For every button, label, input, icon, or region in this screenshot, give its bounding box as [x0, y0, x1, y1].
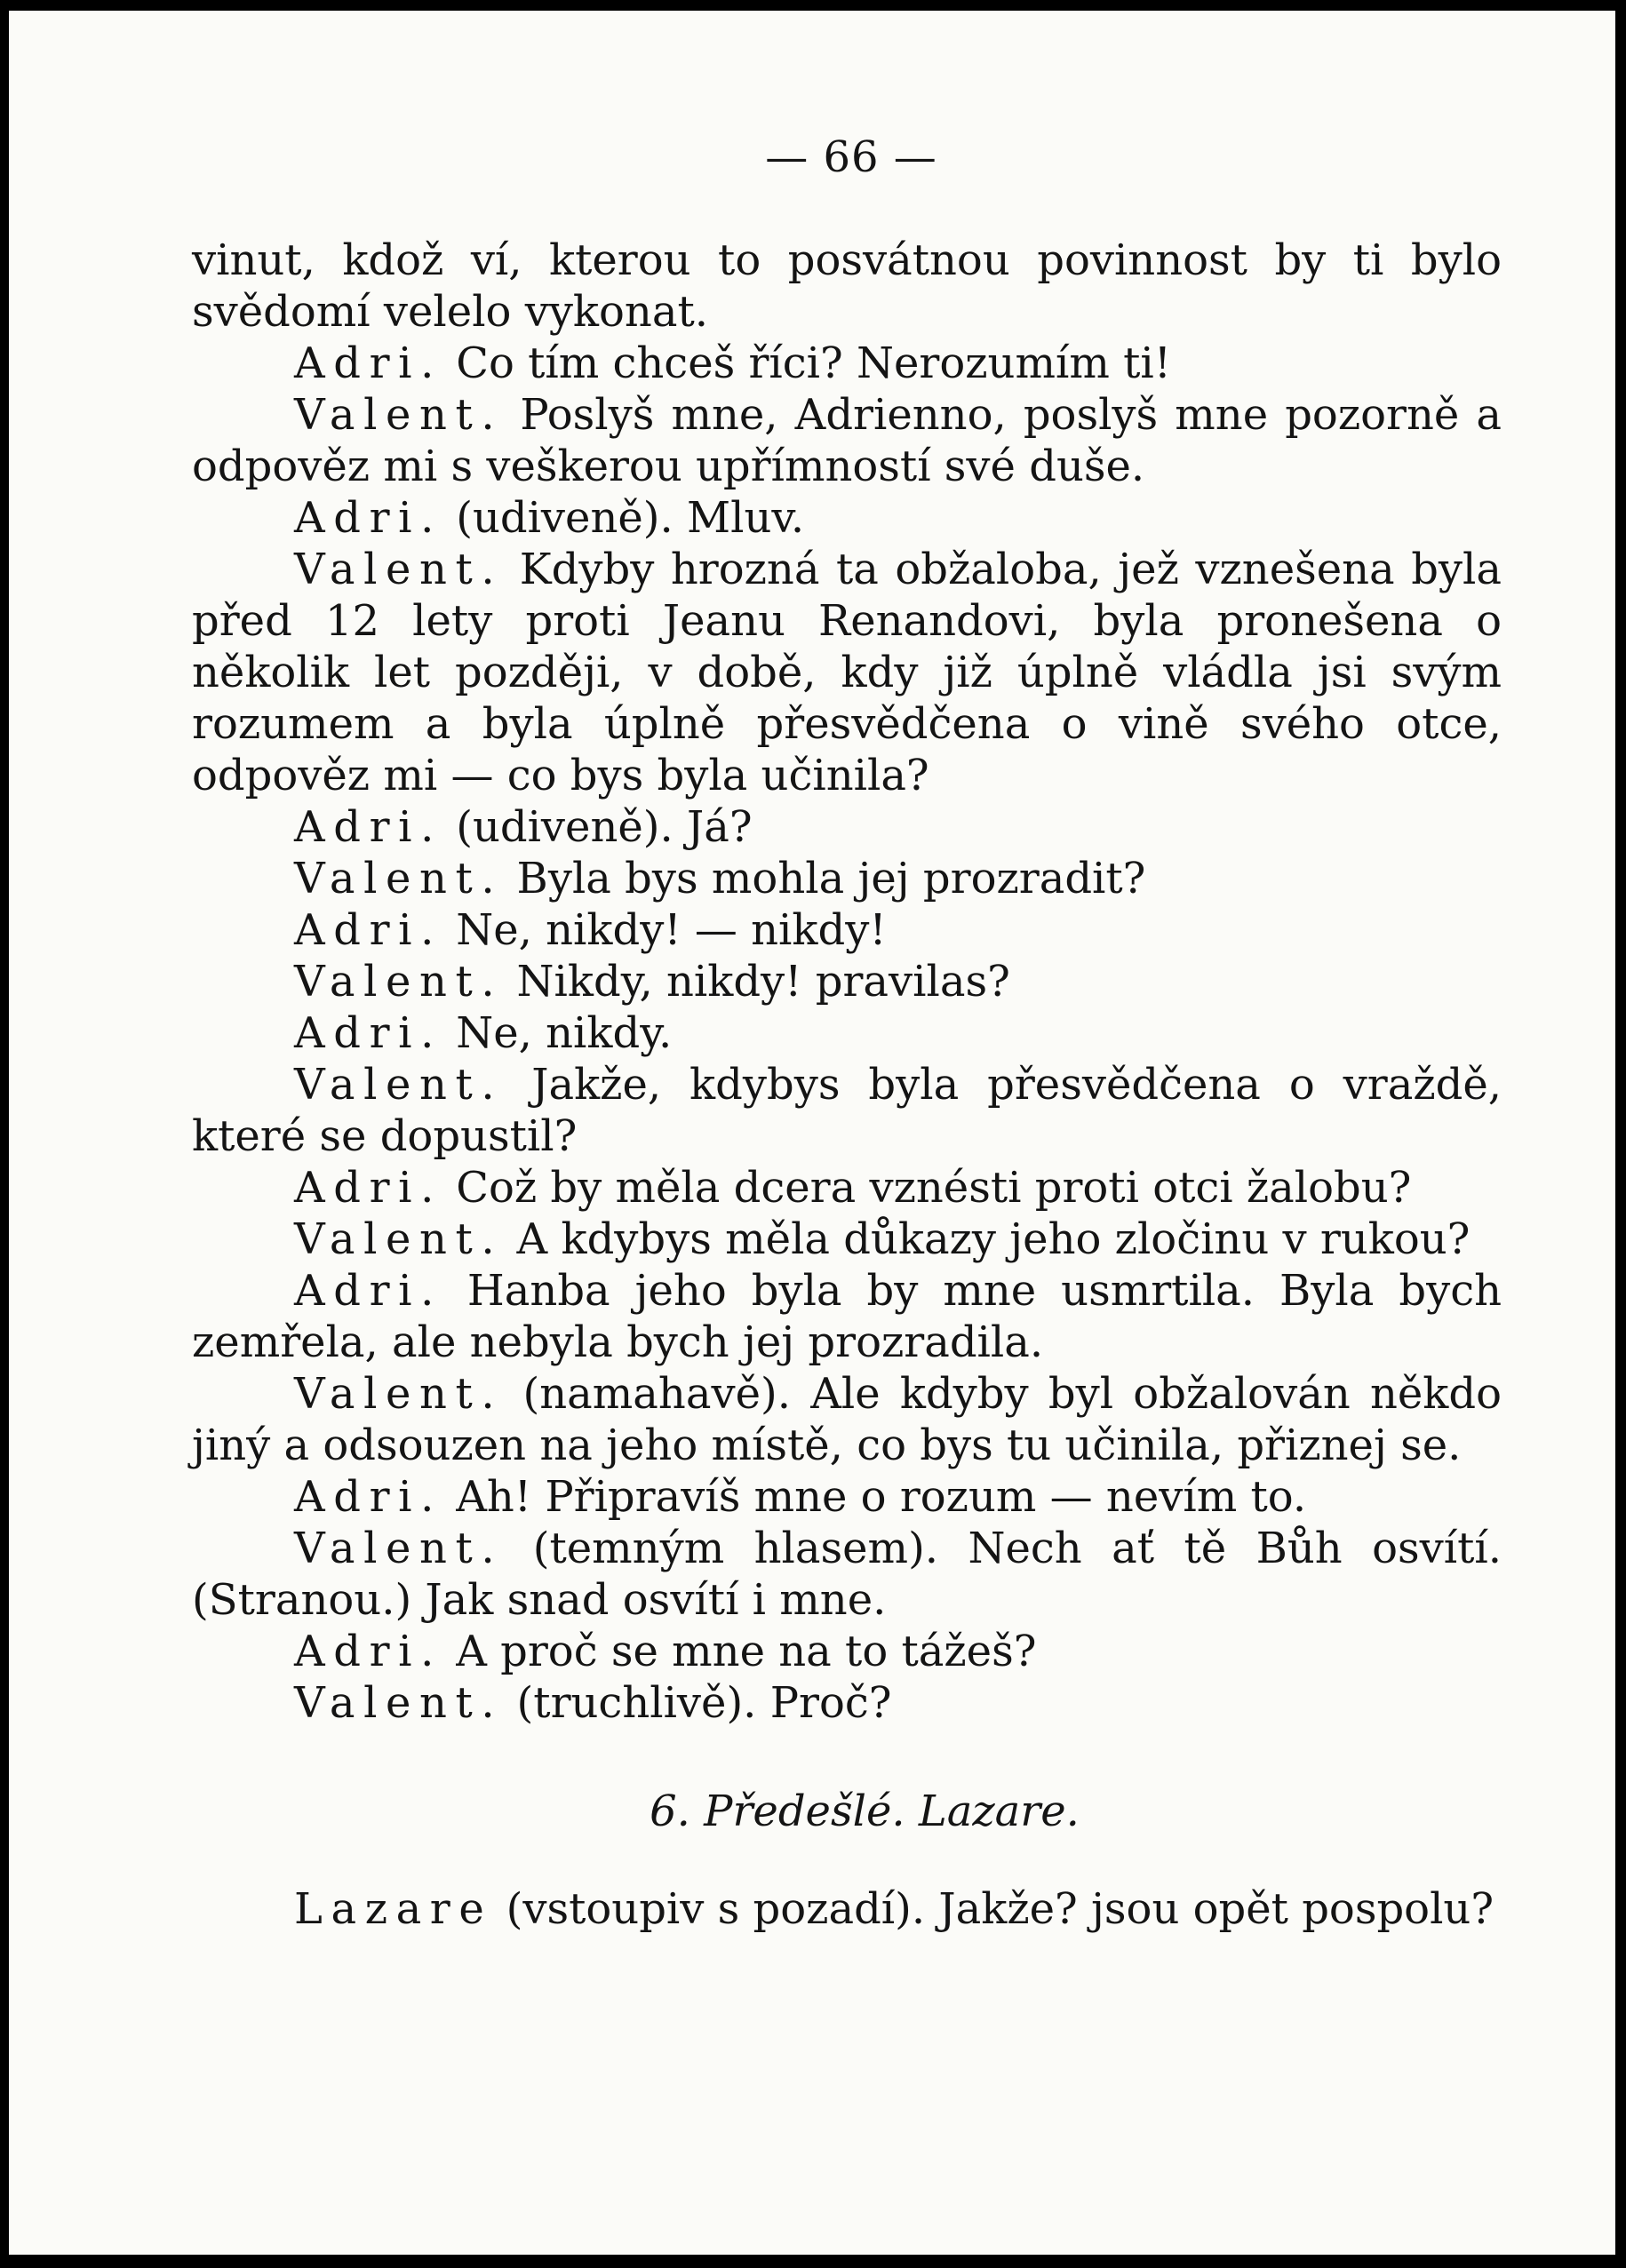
page-number: — 66 —: [765, 132, 937, 182]
speaker-name: Valent.: [294, 390, 504, 440]
speaker-name: Adri.: [294, 338, 442, 388]
paragraph-text: vinut, kdož ví, kterou to posvátnou povinnost by ti bylo svědomí velelo vykonat.: [192, 235, 1502, 337]
dialogue-line: [192, 1471, 1502, 1523]
dialogue-line: [192, 904, 1502, 956]
dialogue-line: [192, 853, 1502, 904]
dialogue-text: (namahavě). Ale kdyby byl obžalován někdo jiný a odsouzen na jeho místě, co bys tu učinila, přiznej se.: [192, 1369, 1502, 1470]
dialogue-line: [192, 1368, 1502, 1471]
paragraph-continuation: [192, 235, 1502, 338]
speaker-name: Adri.: [294, 493, 442, 543]
speaker-name: Valent.: [294, 1214, 504, 1264]
dialogue-line: [192, 544, 1502, 801]
dialogue-line: [192, 1265, 1502, 1368]
scene-heading: 6. Předešlé. Lazare.: [650, 1787, 1080, 1836]
dialogue-text: A proč se mne na to tážeš?: [442, 1627, 1037, 1676]
speaker-name: Adri.: [294, 1627, 442, 1676]
dialogue-text: (temným hlasem). Nech ať tě Bůh osvítí. (Stranou.) Jak snad osvítí i mne.: [192, 1524, 1502, 1625]
speaker-name: Adri.: [294, 802, 442, 852]
dialogue-line: [192, 338, 1502, 389]
dialogue-text: Nikdy, nikdy! pravilas?: [503, 957, 1010, 1007]
dialogue-text: Ah! Připravíš mne o rozum — nevím to.: [442, 1472, 1307, 1522]
dialogue-line: [192, 1214, 1502, 1265]
speaker-name: Adri.: [294, 1008, 442, 1058]
dialogue-line: [192, 1883, 1502, 1935]
dialogue-text: Co tím chceš říci? Nerozumím ti!: [442, 338, 1172, 388]
dialogue-line: [192, 1059, 1502, 1162]
dialogue-text: (truchlivě). Proč?: [503, 1678, 892, 1728]
dialogue-line: [192, 956, 1502, 1007]
dialogue-text: Kdyby hrozná ta obžaloba, jež vznešena byla před 12 lety proti Jeanu Renandovi, byla pronešena o několik let později, v době, kdy již úplně vládla jsi svým rozumem a byla úplně přesvědčena o vině svého otce, odpověz mi — co bys byla učinila?: [192, 545, 1502, 800]
dialogue-text: A kdybys měla důkazy jeho zločinu v rukou?: [503, 1214, 1471, 1264]
speaker-name: Adri.: [294, 1266, 442, 1316]
dialogue-text: Hanba jeho byla by mne usmrtila. Byla bych zemřela, ale nebyla bych jej prozradila.: [192, 1266, 1502, 1367]
dialogue-line: [192, 1677, 1502, 1729]
dialogue-text: Ne, nikdy.: [442, 1008, 673, 1058]
dialogue-line: [192, 1162, 1502, 1214]
speaker-name: Adri.: [294, 1163, 442, 1213]
speaker-name: Adri.: [294, 1472, 442, 1522]
speaker-name: Valent.: [294, 1369, 504, 1419]
speaker-name: Valent.: [294, 1678, 504, 1728]
dialogue-line: [192, 389, 1502, 492]
dialogue-text: Jakže, kdybys byla přesvědčena o vraždě, které se dopustil?: [192, 1060, 1502, 1161]
page-content: [192, 131, 1502, 1935]
speaker-name: Lazare: [294, 1884, 493, 1934]
speaker-name: Valent.: [294, 1524, 504, 1573]
speaker-name: Valent.: [294, 854, 504, 903]
dialogue-text: (udiveně). Já?: [442, 802, 753, 852]
dialogue-text: Poslyš mne, Adrienno, poslyš mne pozorně a odpověz mi s veškerou upřímností své duše.: [192, 390, 1502, 491]
speaker-name: Valent.: [294, 957, 504, 1007]
dialogue-line: [192, 1626, 1502, 1677]
dialogue-text: Ne, nikdy! — nikdy!: [442, 905, 887, 955]
dialogue-line: [192, 801, 1502, 853]
speaker-name: Valent.: [294, 545, 504, 594]
dialogue-line: [192, 492, 1502, 544]
speaker-name: Adri.: [294, 905, 442, 955]
dialogue-text: Byla bys mohla jej prozradit?: [503, 854, 1146, 903]
speaker-name: Valent.: [294, 1060, 504, 1110]
dialogue-text: (vstoupiv s pozadí). Jakže? jsou opět pospolu?: [492, 1884, 1494, 1934]
dialogue-text: Což by měla dcera vznésti proti otci žalobu?: [442, 1163, 1412, 1213]
dialogue-line: [192, 1523, 1502, 1626]
book-page: [9, 11, 1615, 2255]
dialogue-text: (udiveně). Mluv.: [442, 493, 805, 543]
dialogue-line: [192, 1007, 1502, 1059]
